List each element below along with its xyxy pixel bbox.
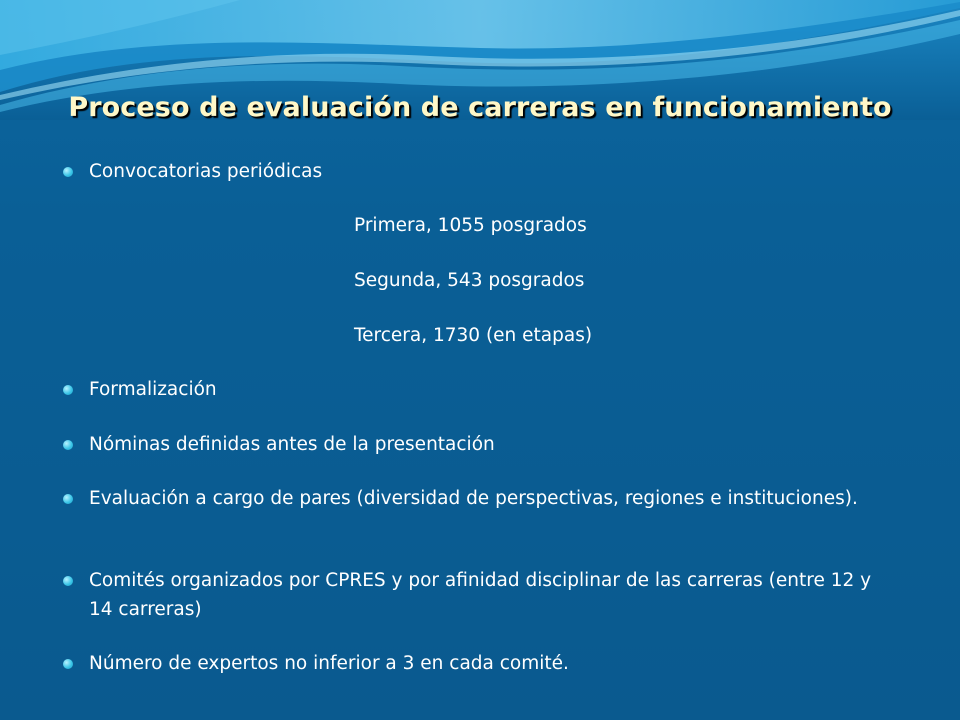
bullet-icon xyxy=(63,167,73,177)
bullet-icon xyxy=(63,440,73,450)
bullet-text: Comités organizados por CPRES y por afinidad disciplinar de las carreras (entre 12 y 14 carreras) xyxy=(89,570,872,620)
bullet-text: Nóminas definidas antes de la presentación xyxy=(89,434,495,455)
bullet-icon xyxy=(63,659,73,669)
bullet-text: Evaluación a cargo de pares (diversidad de perspectivas, regiones e instituciones). xyxy=(89,488,858,509)
sub-item: Primera, 1055 posgrados xyxy=(354,215,587,236)
sub-item: Segunda, 543 posgrados xyxy=(354,270,585,291)
bullet-text: Número de expertos no inferior a 3 en cada comité. xyxy=(89,653,569,674)
bullet-icon xyxy=(63,385,73,395)
bullet-item xyxy=(89,484,889,513)
bullet-item xyxy=(89,649,889,678)
bullet-icon xyxy=(63,494,73,504)
bullet-icon xyxy=(63,576,73,586)
bullet-item xyxy=(89,566,889,624)
slide-title: Proceso de evaluación de carreras en funcionamiento xyxy=(68,92,892,123)
bullet-text: Formalización xyxy=(89,379,217,400)
bullet-item xyxy=(89,430,889,459)
bullet-text: Convocatorias periódicas xyxy=(89,161,323,182)
bullet-item xyxy=(89,375,889,404)
sub-item: Tercera, 1730 (en etapas) xyxy=(354,325,593,346)
bullet-item xyxy=(89,157,889,186)
